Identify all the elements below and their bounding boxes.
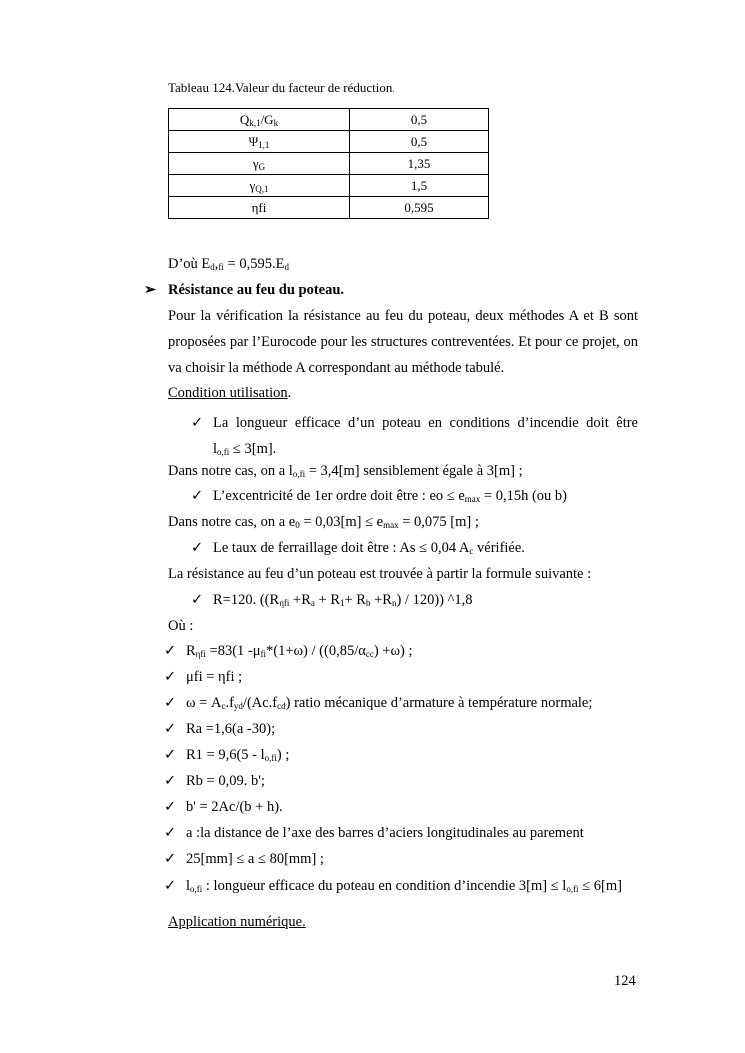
table-cell-value: 1,5 [350, 175, 489, 197]
table-row [169, 131, 489, 153]
caption-dot: . [392, 85, 395, 94]
list-item: ✓ a :la distance de l’axe des barres d’aciers longitudinales au parement [164, 825, 584, 841]
check-icon: ✓ [164, 747, 177, 763]
check-icon: ✓ [191, 592, 204, 608]
list-item: ✓ $\omega = A_c.f_{yd}/(Ac.f_{cd})$ ratio mécanique d’armature à température normale; [164, 695, 593, 711]
condition-label: Condition utilisation. [168, 385, 292, 401]
list-item: ✓ μfi = ηfi ; [164, 669, 243, 685]
list-item: ✓ b' = 2Ac/(b + h). [164, 799, 283, 815]
table-caption [168, 80, 394, 96]
reduction-factor-table [168, 108, 489, 219]
table-cell-symbol: $Q_{k,1}/G_k$ [169, 109, 350, 131]
condition-item-eccentricity: ✓ L’excentricité de 1er ordre doit être : eo ≤ $e_{max} = 0,15h$ (ou b) [191, 488, 568, 504]
check-icon: ✓ [164, 643, 177, 659]
condition-item-length: ✓ La longueur efficace d’un poteau en conditions d’incendie doit être $l_{o,fi} \le 3[m]$. [191, 410, 638, 462]
intro-paragraph: Pour la vérification la résistance au feu du poteau, deux méthodes A et B sont proposées par l’Eurocode pour les structures contreventées. Et pour ce projet, on va choisir la méthode A correspondant au méthode tabulé. [168, 308, 638, 376]
formula-ed: D’où $E_d,_{fi} = 0,595.E_d$ [168, 256, 289, 272]
list-item: ✓ 25[mm] ≤ a ≤ 80[mm] ; [164, 851, 324, 867]
check-icon: ✓ [164, 878, 177, 894]
check-icon: ✓ [164, 669, 177, 685]
table-cell-value: 0,5 [350, 131, 489, 153]
check-icon: ✓ [191, 540, 204, 556]
section-heading: ➢ Résistance au feu du poteau. [144, 282, 345, 298]
table-cell-symbol: $\gamma_{Q,1}$ [169, 175, 350, 197]
check-icon: ✓ [164, 799, 177, 815]
list-item: ✓ $R_{\eta fi} =83(1$ $-\mu_{fi}*(1+\omega) / ((0,85/\alpha_{cc}) +\omega)$ ; [164, 643, 413, 659]
check-icon: ✓ [164, 721, 177, 737]
page-number: 124 [614, 973, 636, 989]
check-icon: ✓ [164, 773, 177, 789]
table-cell-value: 0,595 [350, 197, 489, 219]
resistance-intro: La résistance au feu d’un poteau est trouvée à partir la formule suivante : [168, 566, 592, 582]
application-heading: Application numérique. [168, 914, 306, 930]
table-row [169, 175, 489, 197]
table-cell-symbol: $\gamma_G$ [169, 153, 350, 175]
table-row [169, 197, 489, 219]
check-icon: ✓ [164, 695, 177, 711]
table-row [169, 153, 489, 175]
list-item: ✓ $l_{o,fi}$ : longueur efficace du poteau en condition d’incendie $3[m] \le l_{o,fi} \le 6[m]$ [164, 878, 622, 894]
case-length: Dans notre cas, on a $l_{o,fi} = 3,4[m]$ sensiblement égale à 3[m] ; [168, 463, 523, 479]
arrow-bullet-icon: ➢ [144, 282, 157, 298]
where-label: Où : [168, 618, 194, 634]
list-item: ✓ $R1 = 9,6(5 - l_{o,fi})$ ; [164, 747, 290, 763]
table-cell-value: 0,5 [350, 109, 489, 131]
table-cell-value: 1,35 [350, 153, 489, 175]
table-row [169, 109, 489, 131]
caption-text: Tableau 124.Valeur du facteur de réduction [168, 80, 393, 95]
check-icon: ✓ [191, 415, 204, 431]
list-item: ✓ Ra =1,6(a -30); [164, 721, 276, 737]
condition-item-reinforcement: ✓ Le taux de ferraillage doit être : As ≤ 0,04 $A_c$ vérifiée. [191, 540, 525, 556]
formula-r: ✓ R=120. $((R_{\eta fi} +R_a + R_1+ R_b +R_n) / 120)$) ^1,8 [191, 592, 473, 608]
table-cell-symbol: $\Psi_{1,1}$ [169, 131, 350, 153]
check-icon: ✓ [164, 851, 177, 867]
check-icon: ✓ [164, 825, 177, 841]
list-item: ✓ Rb = 0,09. b'; [164, 773, 265, 789]
table-cell-symbol: ηfi [169, 197, 350, 219]
case-eccentricity: Dans notre cas, on a $e_0 = 0,03[m] \le e_{max} = 0,075$ [m] ; [168, 514, 479, 530]
check-icon: ✓ [191, 488, 204, 504]
